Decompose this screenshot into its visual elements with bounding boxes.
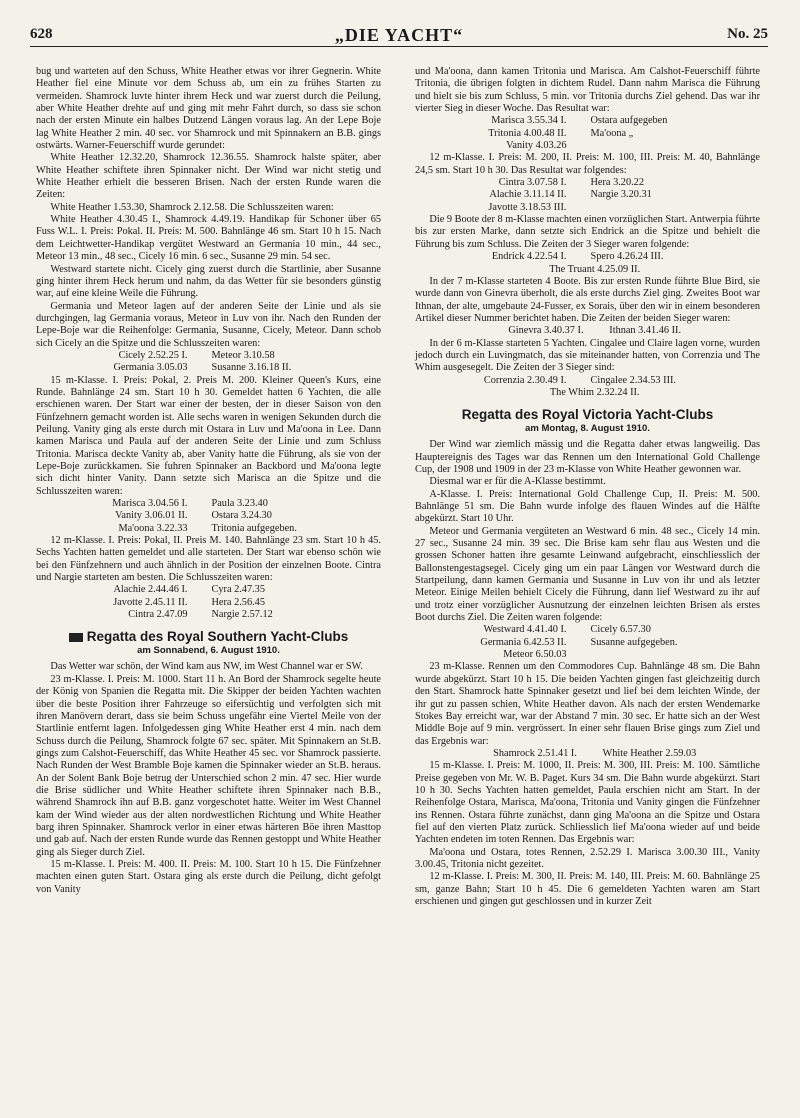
results-table [36, 350, 381, 375]
paragraph: und Ma'oona, dann kamen Tritonia und Marisca. Am Calshot-Feuerschiff führte Tritonia, die übrigen folgten in dichtem Rudel. Dann nahm Marisca die Führung und hielt sie bis zum Schluss, 5 min. vor Tritonia durchs Ziel gehend. Das war ihr vierter Sieg in dieser Woche. Das Resultat war: [415, 66, 760, 115]
result-cell [591, 202, 761, 214]
paragraph: Ma'oona und Ostara, totes Rennen, 2.52.29 I. Marisca 3.00.30 III., Vanity 3.00.45, Tritonia nicht gezeitet. [415, 846, 760, 870]
result-cell: Javotte 2.45.11 II. [113, 596, 188, 608]
results-table [415, 251, 760, 263]
result-cell: Germania 3.05.03 [113, 362, 188, 374]
results-table [36, 498, 381, 535]
result-cell: Vanity 4.03.26 [506, 140, 567, 152]
paragraph: 12 m-Klasse. I. Preis: M. 300, II. Preis: M. 140, III. Preis: M. 60. Bahnlänge 25 sm, ganze Bahn; Start 10 h 45. Die 6 gemeldeten Yachten waren am Start erschienen und gingen gut geschlossen und in kurzer Zeit [415, 871, 760, 907]
result-cell: Ma'oona „ [590, 127, 634, 139]
ink-blot-mark [69, 633, 83, 642]
results-table [36, 584, 381, 621]
section-heading [36, 629, 381, 645]
result-cell [591, 649, 761, 661]
result-cell: Javotte 3.18.53 III. [488, 201, 567, 213]
result-cell: Alachie 3.11.14 II. [489, 189, 567, 201]
result-cell: Vanity 3.06.01 II. [115, 510, 188, 522]
result-cell: Susanne 3.16.18 II. [211, 362, 292, 374]
paragraph: 23 m-Klasse. I. Preis: M. 1000. Start 11 h. An Bord der Shamrock segelte heute der König von Spanien die Regatta mit. Die Skipper der beiden Yachten wachten über die beste Position ihrer Fahrzeuge so eifersüchtig und verfolgten sich mit ihren Manövern derart, dass sie beim Schuss ungefähr eine Viertel Meile von der Startlinie entfernt lagen. Infolgedessen ging White Heather erst 4 min. nach dem Schuss durch die Peilung, Shamrock folgte 67 sec. später. Mit Spinnakern an St.B. gings zum Calshot-Feuerschiff, das White Heather 45 sec. vor Shamrock passierte. Nach Runden der West Bramble Boje kamen die Spinnaker wieder an St.B. heraus. An der Solent Bank Boje betrug der Unterschied schon 2 min. 47 sec. Hier wurde die Brise südlicher und White Heather schiftete ihren Spinnaker nach B.B., während Shamrock ihn auf B.B. ganz vorgeschotet hatte. Weiter im West Channel kam der Wind wieder aus der alten nordwestlichen Richtung und White Heather barg ihren Spinnaker. Shamrock verlor in einer etwas härteren Böe ihren Masttop und gab auf. Nach der ersten Runde wurde das Rennen gestoppt und White Heather ging als Sieger durch Ziel. [36, 673, 381, 858]
paragraph: In der 6 m-Klasse starteten 5 Yachten. Cingalee und Claire lagen vorne, wurden jedoch durch ein Luvingmatch, das sie miteinander hatten, von Correnzia und The Whim ausgesegelt. Die Zeiten der 3 Sieger sind: [415, 337, 760, 374]
paragraph: 12 m-Klasse. I. Preis: Pokal, II. Preis M. 140. Bahnlänge 23 sm. Start 10 h 45. Sechs Yachten hatten gemeldet und alle starteten. Der Start war ebenso schön wie bei den Fünfzehnern und auch ähnlich in der Position der einzelnen Boote. Cintra und Nargie starteten am besten. Die Schlusszeiten waren: [36, 535, 381, 584]
page-number: 628 [30, 26, 53, 42]
paragraph: White Heather 1.53.30, Shamrock 2.12.58. Die Schlusszeiten waren: [50, 201, 334, 213]
result-cell: Marisca 3.04.56 I. [112, 498, 188, 510]
paragraph: In der 7 m-Klasse starteten 4 Boote. Bis zur ersten Runde führte Blue Bird, sie wurde dann von Ginevra überholt, die als erste durchs Ziel ging. Zweites Boot war Ithnan, der alte, umgebaute 24-Fusser, ex Sorais, über den wir in einem besonderen Artikel dieser Nummer berichtet haben. Die Zeiten der beiden Sieger waren: [415, 275, 760, 324]
paragraph: Meteor und Germania vergüteten an Westward 6 min. 48 sec., Cicely 14 min. 27 sec., Susanne 24 min. 39 sec. Die Brise kam sehr flau aus Westen und die grossen Schoner hatten ihre gesamte Leinwand aufgebracht, einschliesslich der Ballonstengestagsegel. Cicely ging um ein paar Längen vor Westward durch die Startpeilung, dann kamen Germania und Susanne in Luv von ihr und als letzter Meteor. Einige Meilen behielt Cicely die Führung, dann lief Westward zu ihr auf und trotz einer vorzüglicher Ausnutzung der einzelnen leichten Brisen als erstes Boot durchs Ziel. Die Zeiten waren folgende: [415, 525, 760, 624]
right-column [415, 66, 760, 908]
result-cell: Nargie 3.20.31 [590, 189, 652, 201]
results-table [415, 177, 760, 214]
paragraph: Das Wetter war schön, der Wind kam aus NW, im West Channel war er SW. [50, 661, 363, 673]
paragraph: 23 m-Klasse. Rennen um den Commodores Cup. Bahnlänge 48 sm. Die Bahn wurde abgekürzt. Start 10 h 15. Die beiden Yachten gingen fast gleichzeitig durch den Start. Shamrock hatte Spinnaker gesetzt und lief bei dem leichten Winde, der ihr gut zu passen schien, White Heather davon. Als nach der ersten Wendemarke Stokes Bay erreicht war, war der Abstand 7 min. 30 sec. Er hatte sich an der West Middle Boje auf 9 min. vergrössert. In einer sehr flauen Brise gings zum Ziel und das Ergebnis war: [415, 661, 760, 747]
result-cell: Meteor 6.50.03 [503, 649, 567, 661]
left-column [36, 66, 381, 896]
paragraph: Westward startete nicht. Cicely ging zuerst durch die Startlinie, aber Susanne ging hinter ihrem Heck herum und nahm, da das Wetter für sie besonders günstig war, auf eine kleine Weile die Führung. [36, 263, 381, 300]
result-cell: Marisca 3.55.34 I. [491, 115, 567, 127]
result-cell: Paula 3.23.40 [211, 498, 268, 510]
paragraph: bug und warteten auf den Schuss, White Heather etwas vor ihrer Gegnerin. White Heather fiel eine Minute vor dem Schuss ab, um ein zu frühes Starten zu vermeiden. Shamrock luvte hinter ihrem Heck und war zuerst durch die Peilung, aber White Heather drehte auf und ging mit mehr Fahrt durch, so dass sie schon nach der ersten Minute ein halbes Dutzend Längen voraus lag. An der Lepe Boje lag White Heather 2 min. 40 sec. vor Shamrock und mit Spinnakern an B.B. gings ostwärts. Warner-Feuerschiff wurde gerundet: [36, 66, 381, 152]
result-cell: Cicely 6.57.30 [590, 624, 651, 636]
paragraph: Diesmal war er für die A-Klasse bestimmt. [429, 476, 606, 488]
results-table [415, 624, 760, 661]
section-title: Regatta des Royal Southern Yacht-Clubs [86, 629, 349, 645]
result-cell: Cingalee 2.34.53 III. [590, 374, 676, 386]
paragraph: White Heather 12.32.20, Shamrock 12.36.55. Shamrock halste später, aber White Heather schiftete ihren Spinnaker nicht. Der Wind war nicht stetig und White Heather erhielt die besseren Brisen. Nach der ersten Runde waren die Zeiten: [36, 152, 381, 201]
result-cell: Susanne aufgegeben. [590, 636, 678, 648]
result-cell: Tritonia aufgegeben. [211, 522, 297, 534]
result-line: The Whim 2.32.24 II. [549, 386, 640, 398]
result-cell: Ostara 3.24.30 [211, 510, 272, 522]
result-cell [591, 140, 761, 152]
result-cell: Cintra 3.07.58 I. [498, 177, 567, 189]
paragraph: White Heather 4.30.45 I., Shamrock 4.49.19. Handikap für Schoner über 65 Fuss W.L. I. Preis: Pokal. II. Preis: M. 500. Bahnlänge 46 sm. Start 10 h 15. Nach dem Leichtwetter-Handikap vergütet Westward an Germania 10 min., 44 sec., Meteor 13 min., 48 sec., Cicely 16 min. 6 sec., Susanne 29 min. 54 sec. [36, 214, 381, 263]
result-cell: Ostara aufgegeben [590, 115, 668, 127]
result-cell: Tritonia 4.00.48 II. [488, 127, 567, 139]
section-subheading: am Sonnabend, 6. August 1910. [137, 645, 280, 657]
section-title: Regatta des Royal Victoria Yacht-Clubs [461, 407, 714, 423]
result-line: Shamrock 2.51.41 I. White Heather 2.59.03 [493, 747, 697, 759]
paragraph: 15 m-Klasse. I. Preis: M. 400. II. Preis: M. 100. Start 10 h 15. Die Fünfzehner machten einen guten Start. Ostara ging als erste durch die Peilung, dicht gefolgt von Vanity [36, 858, 381, 895]
result-cell: Ma'oona 3.22.33 [118, 522, 188, 534]
results-table [415, 375, 760, 387]
paragraph: Der Wind war ziemlich mässig und die Regatta daher etwas langweilig. Das Hauptereignis des Tages war das Rennen um den International Gold Challenge Cup, der 1908 und 1909 in der 23 m-Klasse von White Heather gewonnen war. [415, 439, 760, 475]
result-cell: Germania 6.42.53 II. [480, 636, 567, 648]
result-line: The Truant 4.25.09 II. [549, 263, 641, 275]
issue-number: No. 25 [727, 26, 768, 42]
result-cell: Spero 4.26.24 III. [590, 251, 664, 263]
result-cell: Cyra 2.47.35 [211, 584, 265, 596]
result-cell: Hera 2.56.45 [211, 596, 265, 608]
paragraph: A-Klasse. I. Preis: International Gold Challenge Cup, II. Preis: M. 500. Bahnlänge 51 sm. Die Bahn wurde infolge des flauen Windes auf die Hälfte abgekürzt. Start 10 Uhr. [415, 488, 760, 525]
result-cell: Alachie 2.44.46 I. [113, 584, 188, 596]
page-header [30, 24, 768, 47]
paragraph: Germania und Meteor lagen auf der anderen Seite der Linie und als sie durchgingen, lag Germania voraus, Meteor in Luv von ihr. Nach den Runden der Lepe-Boje war die Reihenfolge: Germania, Susanne, Cicely, Meteor. Dann schob sich Cicely an die Spitze und die Schlusszeiten waren: [36, 300, 381, 349]
result-cell: Endrick 4.22.54 I. [491, 251, 567, 263]
results-table [415, 115, 760, 152]
result-line: Ginevra 3.40.37 I. Ithnan 3.41.46 II. [508, 325, 682, 337]
result-cell: Westward 4.41.40 I. [483, 624, 567, 636]
magazine-title: „DIE YACHT“ [334, 25, 464, 45]
result-cell: Correnzia 2.30.49 I. [483, 374, 567, 386]
section-subheading: am Montag, 8. August 1910. [525, 423, 650, 435]
result-cell: Cicely 2.52.25 I. [118, 349, 188, 361]
result-cell: Hera 3.20.22 [590, 177, 644, 189]
paragraph: Die 9 Boote der 8 m-Klasse machten einen vorzüglichen Start. Antwerpia führte bis zur ersten Marke, dann setzte sich Endrick an die Spitze und behielt die Führung bis zum Schluss. Die Zeiten der 3 Sieger waren folgende: [415, 214, 760, 250]
paragraph: 15 m-Klasse. I. Preis: M. 1000, II. Preis: M. 300, III. Preis: M. 100. Sämtliche Preise gegeben von Mr. W. B. Paget. Kurs 34 sm. Die Bahn wurde abgekürzt. Start 10 h 30. Sechs Yachten hatten gemeldet, Paula erschien nicht am Start. In der Reihenfolge Ostara, Marisca, Ma'oona, Tritonia und Vanity gingen die Fünfzehner ins Rennen. Ostara führte zunächst, dann ging Ma'oona an die Spitze und Ostara fiel auf den vierten Platz zurück. Schliesslich lief Ma'oona wieder auf und beide Yachten endeten im toten Rennen. Das Ergebnis war: [415, 760, 760, 846]
paragraph: 12 m-Klasse. I. Preis: M. 200, II. Preis: M. 100, III. Preis: M. 40, Bahnlänge 24,5 sm. Start 10 h 30. Das Resultat war folgendes: [415, 152, 760, 176]
result-cell: Nargie 2.57.12 [211, 609, 273, 621]
result-cell: Cintra 2.47.09 [128, 609, 188, 621]
paragraph: 15 m-Klasse. I. Preis: Pokal, 2. Preis M. 200. Kleiner Queen's Kurs, eine Runde. Bahnlänge 24 sm. Start 10 h 30. Gemeldet hatten 6 Yachten, die alle erschienen waren. Der Start war einer der besten, der in dieser Saison von den Fünfzehnern gemacht worden ist. Alle sechs waren in wenigen Sekunden durch die Peilung. Vanity ging als erste durch mit Ostara in Luv und Ma'oona in Lee. Dann kamen Marisca und Paula auf der anderen Seite der Linie und zum Schluss Tritonia. Marisca deckte Vanity ab, aber Vanity hatte die Führung, als sie von der Lepe-Boje zurückkamen. Sie fuhren Spinnaker an Backbord und Ma'oona legte sich dicht hinter Vanity. Dann setzte sich Marisca an die Spitze und die Schlusszeiten waren: [36, 374, 381, 497]
result-cell: Meteor 3.10.58 [211, 349, 275, 361]
